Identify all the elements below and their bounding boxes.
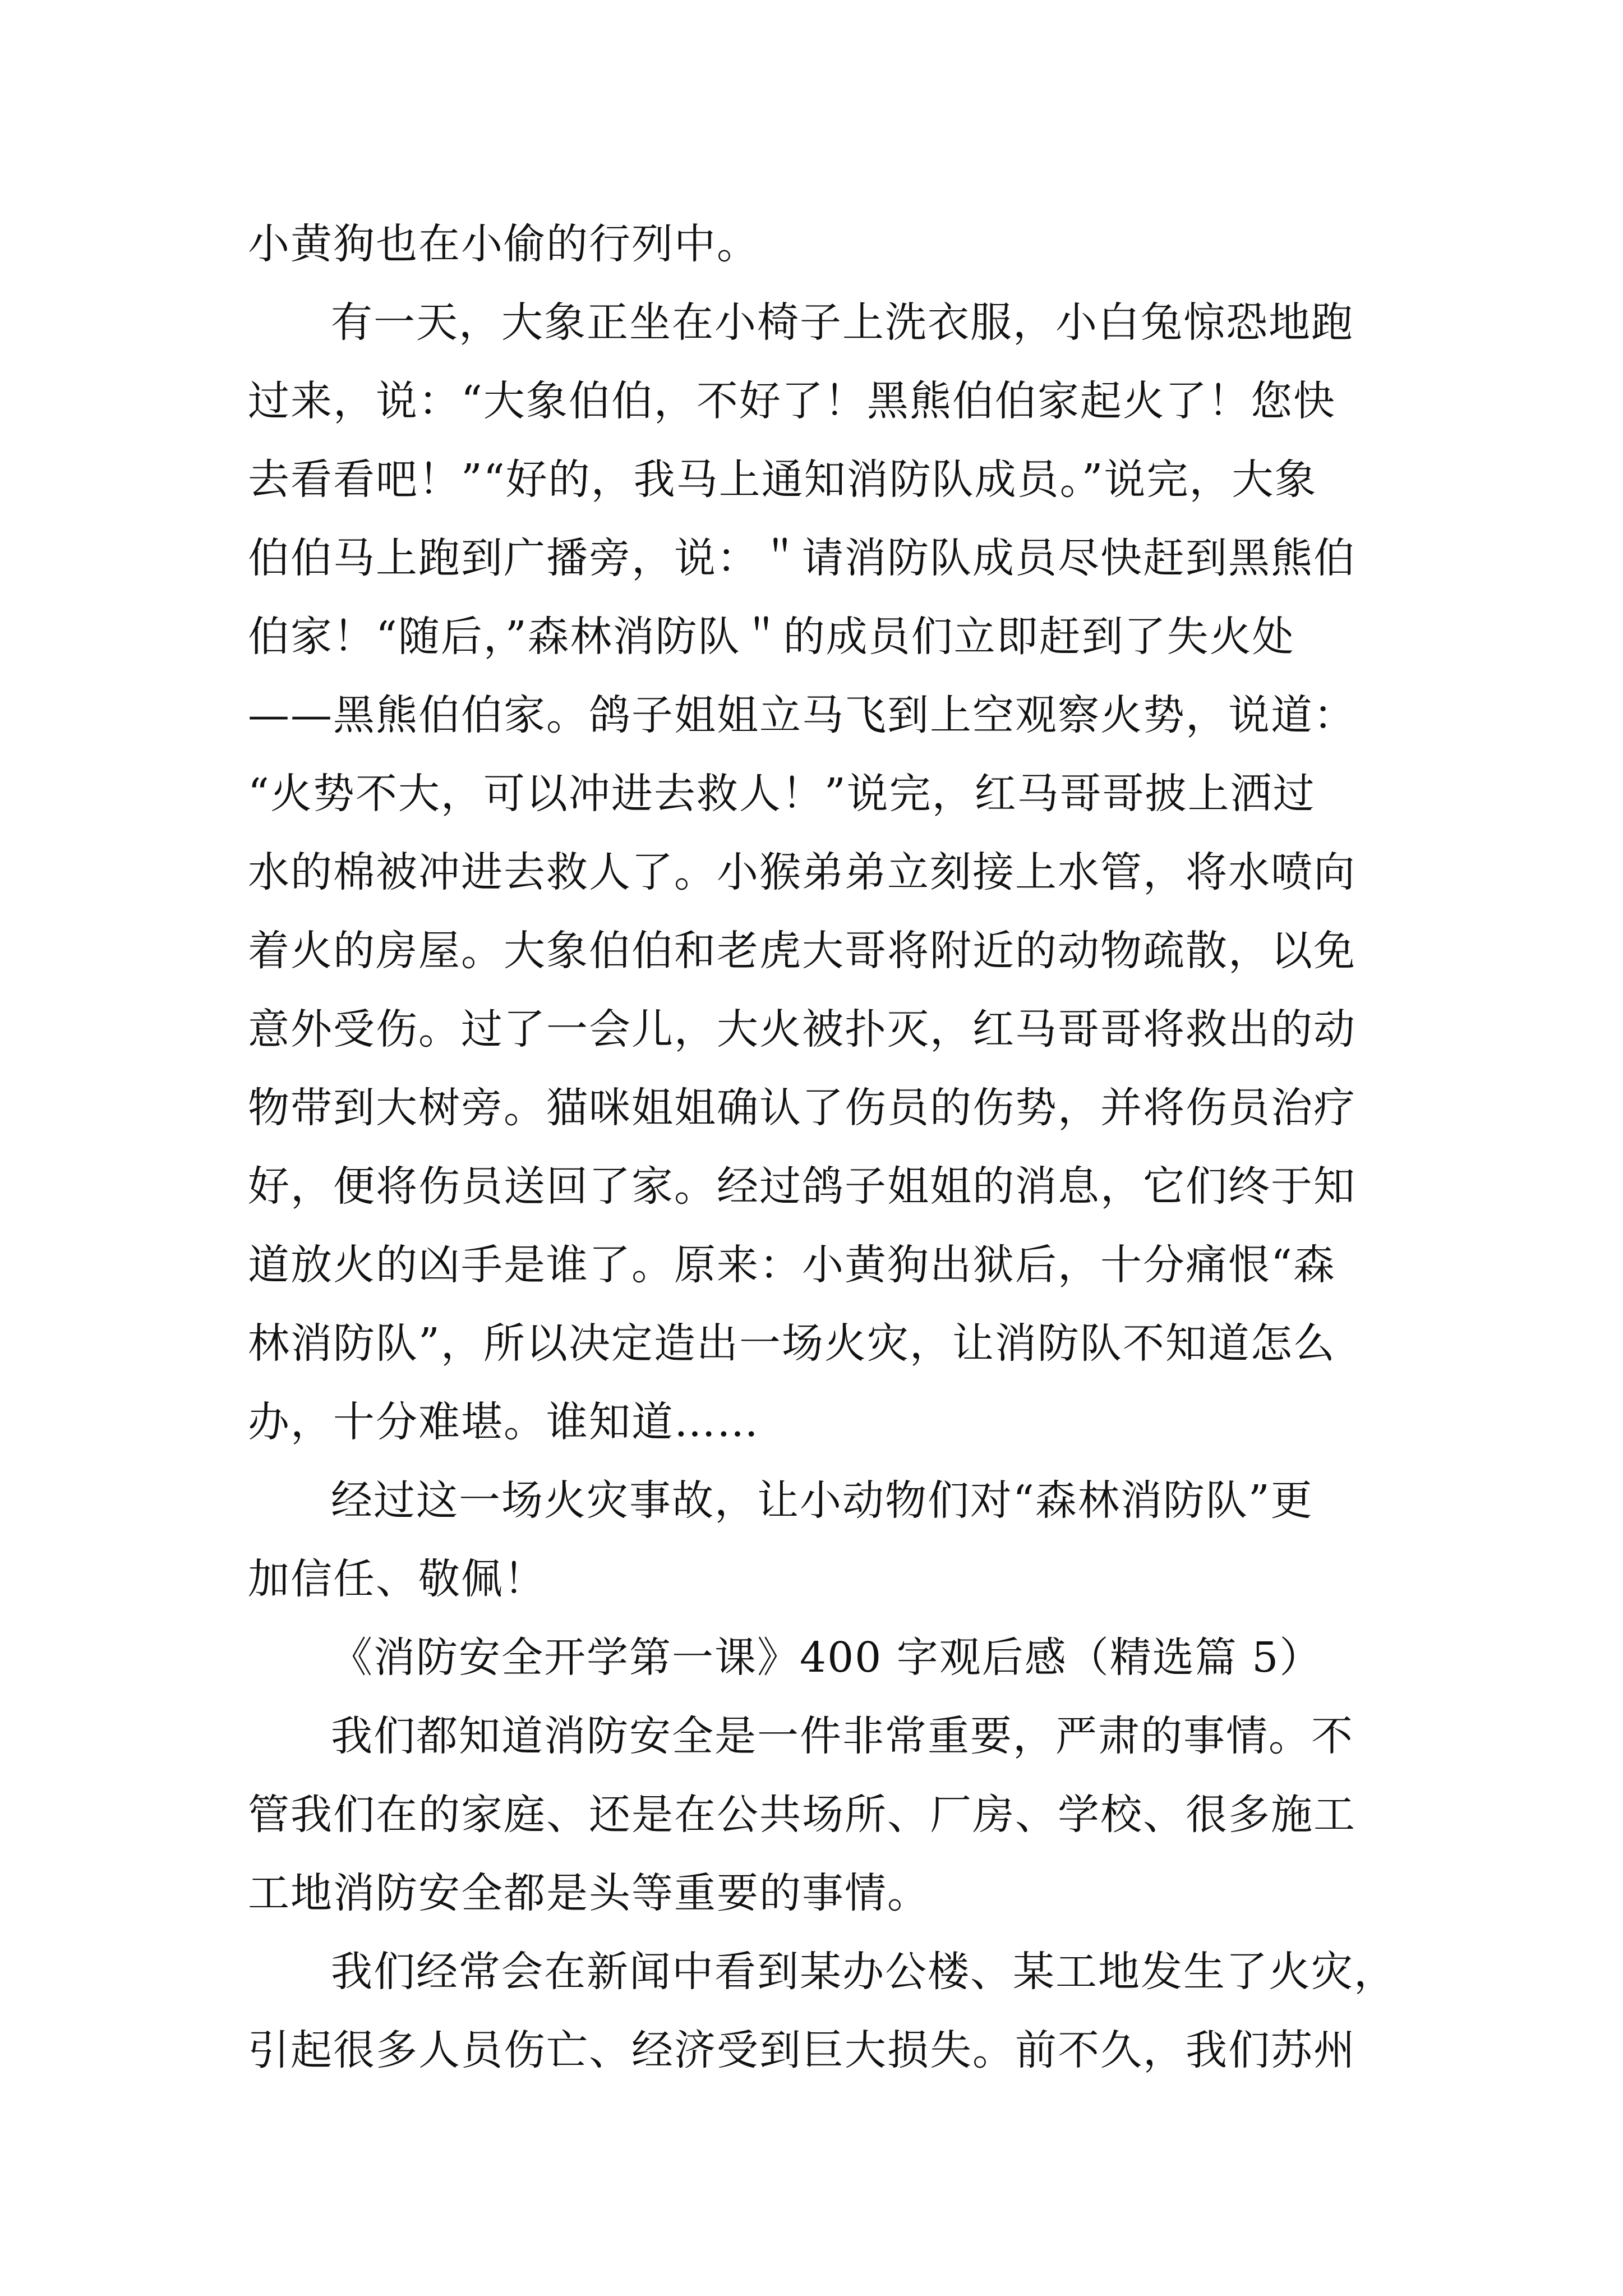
text-line: 加信任、敬佩！ bbox=[248, 1555, 546, 1603]
text-line: 道放火的凶手是谁了。原来：小黄狗出狱后，十分痛恨“森 bbox=[248, 1241, 1336, 1289]
text-line: ——黑熊伯伯家。鸽子姐姐立马飞到上空观察火势，说道： bbox=[248, 691, 1356, 739]
section-title: 《消防安全开学第一课》400 字观后感（精选篇 5） bbox=[331, 1634, 1322, 1682]
text-line: 林消防队”，所以决定造出一场火灾，让消防队不知道怎么 bbox=[248, 1319, 1336, 1368]
text-line: 好，便将伤员送回了家。经过鸽子姐姐的消息，它们终于知 bbox=[248, 1162, 1356, 1211]
paragraph-start: 经过这一场火灾事故，让小动物们对“森林消防队”更 bbox=[331, 1476, 1313, 1525]
text-line: 办，十分难堪。谁知道…… bbox=[248, 1398, 759, 1446]
text-line: 小黄狗也在小偷的行列中。 bbox=[248, 220, 759, 268]
text-line: 伯家！“随后，”森林消防队＂的成员们立即赶到了失火处 bbox=[248, 613, 1295, 661]
text-line: “火势不大，可以冲进去救人！”说完，红马哥哥披上洒过 bbox=[248, 770, 1316, 818]
text-line: 工地消防安全都是头等重要的事情。 bbox=[248, 1869, 930, 1917]
text-line: 管我们在的家庭、还是在公共场所、厂房、学校、很多施工 bbox=[248, 1791, 1356, 1839]
text-line: 伯伯马上跑到广播旁，说：＂请消防队成员尽快赶到黑熊伯 bbox=[248, 534, 1356, 582]
text-line: 着火的房屋。大象伯伯和老虎大哥将附近的动物疏散，以免 bbox=[248, 927, 1356, 975]
text-line: 引起很多人员伤亡、经济受到巨大损失。前不久，我们苏州 bbox=[248, 2026, 1356, 2074]
paragraph-start: 我们都知道消防安全是一件非常重要，严肃的事情。不 bbox=[331, 1712, 1354, 1760]
text-line: 去看看吧！”“好的，我马上通知消防队成员。”说完，大象 bbox=[248, 455, 1317, 504]
paragraph-start: 我们经常会在新闻中看到某办公楼、某工地发生了火灾， bbox=[331, 1948, 1396, 1996]
paragraph-start: 有一天，大象正坐在小椅子上洗衣服，小白兔惊恐地跑 bbox=[331, 298, 1354, 347]
text-line: 物带到大树旁。猫咪姐姐确认了伤员的伤势，并将伤员治疗 bbox=[248, 1084, 1356, 1132]
text-line: 过来，说：“大象伯伯，不好了！黑熊伯伯家起火了！您快 bbox=[248, 377, 1336, 425]
text-line: 意外受伤。过了一会儿，大火被扑灭，红马哥哥将救出的动 bbox=[248, 1005, 1356, 1053]
text-line: 水的棉被冲进去救人了。小猴弟弟立刻接上水管，将水喷向 bbox=[248, 848, 1356, 896]
